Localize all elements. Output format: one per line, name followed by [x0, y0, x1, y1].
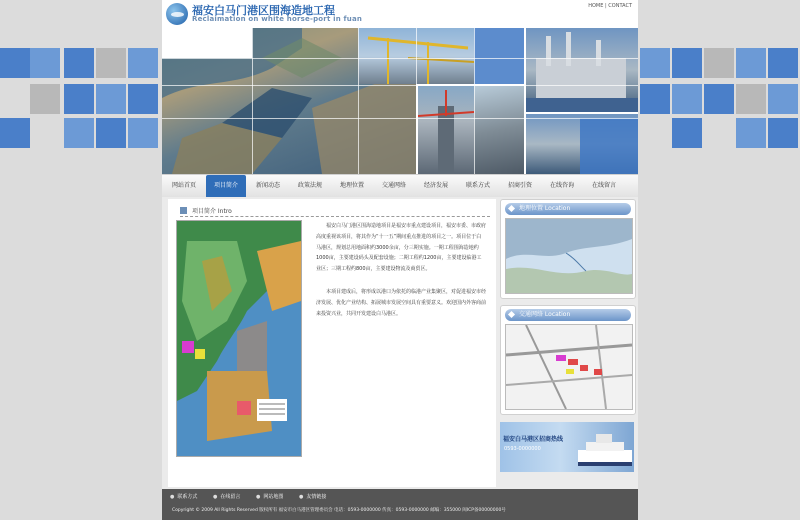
site-title[interactable]: 福安白马门港区围海造地工程 [192, 4, 335, 17]
banner-grid-line [474, 28, 475, 174]
bg-tile [736, 84, 766, 114]
banner-grid-line [252, 28, 253, 174]
bg-tile [128, 84, 158, 114]
nav-investment[interactable]: 招商引资 [507, 182, 532, 189]
bg-tile [736, 118, 766, 148]
location-map-drawing [506, 219, 632, 293]
promo-banner[interactable] [500, 422, 634, 472]
intro-paragraph-1: 福安白马门港区围海造地项目是福安市重点建设项目，福安市委、市政府高度重视该项目，将其作为“十一五”期间重点推进的项目之一。项目位于白马港区，规划总用地面积约3000余亩，分三期实施。一期工程围海造地约1000亩，主要建设码头及配套设施；二期工程约1200亩，主要建设临港工业区；三期工程约800亩，主要建设物流及商贸区。 [316, 223, 487, 273]
bullet-icon [508, 311, 515, 318]
harbor-photo [474, 86, 524, 174]
nav-message[interactable]: 在线留言 [591, 182, 616, 189]
location-card-header [505, 203, 631, 215]
power-plant-drawing [526, 28, 638, 112]
bg-tile [0, 118, 30, 148]
bg-tile [30, 48, 60, 78]
bg-tile [736, 48, 766, 78]
bg-tile [640, 48, 670, 78]
footer-links [170, 493, 340, 500]
bg-tile [30, 84, 60, 114]
site-footer [162, 489, 638, 520]
traffic-map-drawing [506, 325, 632, 409]
footer-copyright: Copyright © 2009 All Rights Reserved 版权所有 福安市白马港区管理委员会 电话：0593-0000000 传真：0593-0000000 邮编：355000 闽ICP备00000000号 [172, 508, 506, 513]
site-subtitle: Reclaimation on white horse-port in fuan [192, 15, 363, 23]
promo-phone: 0593-0000000 [504, 446, 541, 452]
bg-tile [672, 84, 702, 114]
promo-title: 福安白马港区招商热线 [503, 436, 564, 443]
bg-tile [64, 48, 94, 78]
footer-link-message[interactable]: ● 在线留言 [213, 493, 240, 500]
banner-white-tile [162, 28, 252, 58]
footer-link-sitemap[interactable]: ● 网站地图 [256, 493, 283, 500]
bg-tile [0, 48, 30, 78]
nav-traffic[interactable]: 交通网络 [381, 182, 406, 189]
site-header [162, 0, 638, 28]
bg-tile [768, 84, 798, 114]
main-content [162, 197, 638, 489]
bg-tile [64, 118, 94, 148]
nav-project-intro[interactable]: 项目简介 [206, 175, 246, 197]
sidebar [500, 199, 634, 487]
footer-link-contact[interactable]: ● 联系方式 [170, 493, 197, 500]
intro-paragraph-2: 本项目建成后，将形成以港口为依托的临港产业集聚区，对促进福安市经济发展、优化产业结构、拓展城市发展空间具有重要意义。欢迎国内外客商前来投资兴业，共同开发建设白马港区。 [316, 288, 487, 317]
bg-tile [96, 118, 126, 148]
construction-tower-photo [418, 86, 474, 174]
nav-home[interactable]: 网站首页 [171, 182, 196, 189]
banner-blue-tile [474, 28, 524, 84]
project-plan-map-image[interactable] [176, 220, 302, 457]
page-container [162, 0, 638, 520]
nav-contact[interactable]: 联系方式 [465, 182, 490, 189]
banner-blue-tile [580, 118, 638, 174]
bg-tile [64, 84, 94, 114]
traffic-map-image[interactable] [505, 324, 633, 410]
bg-tile [768, 118, 798, 148]
traffic-card [500, 305, 636, 415]
bg-tile [704, 84, 734, 114]
contact-link[interactable]: CONTACT [608, 3, 632, 9]
bg-tile [96, 48, 126, 78]
traffic-card-title[interactable]: 交通网络 Location [519, 311, 571, 318]
header-links: HOME | CONTACT [588, 3, 632, 9]
banner-grid-line [416, 28, 417, 174]
banner-grid-line [162, 118, 638, 119]
banner-grid-line [162, 85, 638, 86]
nav-location[interactable]: 地理位置 [339, 182, 364, 189]
bg-tile [672, 48, 702, 78]
nav-policy[interactable]: 政策法规 [297, 182, 322, 189]
bg-tile [768, 48, 798, 78]
footer-link-friends[interactable]: ● 友情链接 [299, 493, 326, 500]
banner-grid-line [162, 58, 638, 59]
intro-header [180, 206, 490, 217]
tower-drawing [418, 86, 474, 174]
location-card [500, 199, 636, 299]
traffic-card-header [505, 309, 631, 321]
nav-news[interactable]: 新闻动态 [255, 182, 280, 189]
section-square-icon [180, 207, 187, 214]
nav-consult[interactable]: 在线咨询 [549, 182, 574, 189]
banner-collage [162, 28, 638, 174]
bg-tile [96, 84, 126, 114]
intro-text [316, 221, 486, 331]
bg-tile [128, 118, 158, 148]
intro-panel [168, 199, 496, 487]
logo-icon[interactable] [166, 3, 188, 25]
nav-economy[interactable]: 经济发展 [423, 182, 448, 189]
location-card-title[interactable]: 地理位置 Location [519, 205, 571, 212]
bg-tile [640, 84, 670, 114]
home-link[interactable]: HOME [588, 3, 604, 9]
bg-tile [704, 48, 734, 78]
power-plant-photo [526, 28, 638, 112]
plan-map-drawing [177, 221, 301, 456]
bg-tile [128, 48, 158, 78]
location-map-image[interactable] [505, 218, 633, 294]
banner-grid-line [525, 28, 526, 174]
banner-grid-line [358, 28, 359, 174]
bullet-icon [508, 205, 515, 212]
main-nav [162, 174, 638, 198]
intro-title: 项目简介 Intro [192, 208, 232, 215]
cruise-ship-icon [574, 422, 634, 472]
bg-tile [672, 118, 702, 148]
